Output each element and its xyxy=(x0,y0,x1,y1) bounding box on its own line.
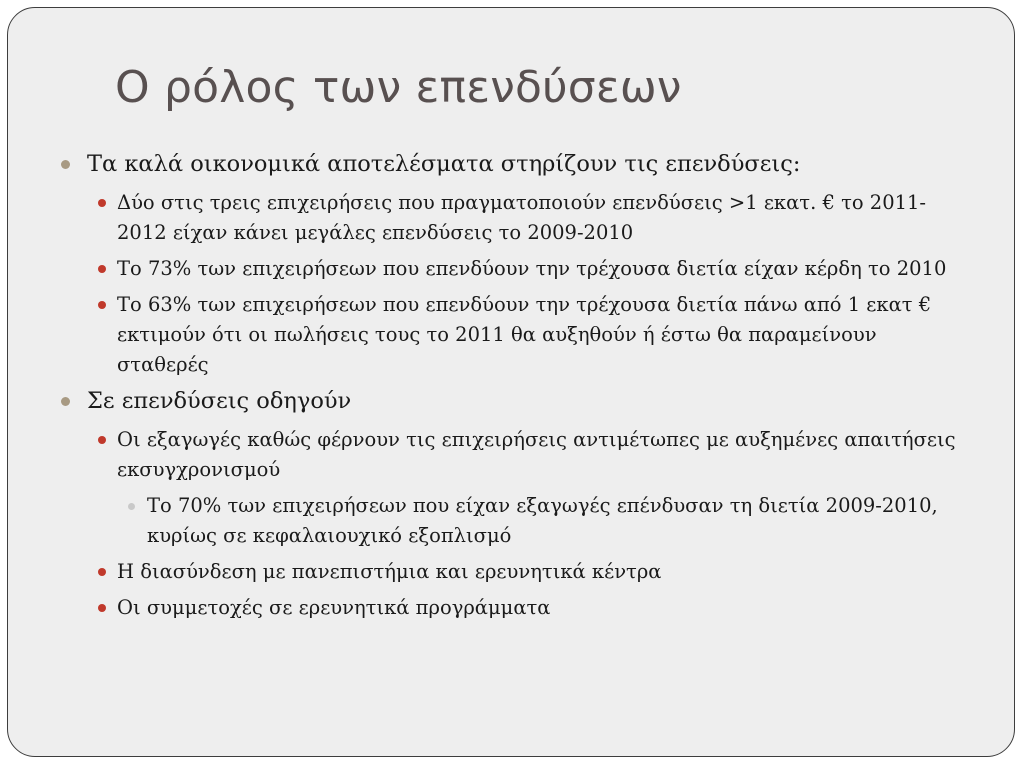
bullet-text: Τα καλά οικονομικά αποτελέσματα στηρίζουν τις επενδύσεις: xyxy=(87,151,801,177)
bullet-level2 xyxy=(117,188,957,248)
bullet-dot-icon xyxy=(98,301,106,309)
bullet-dot-icon xyxy=(128,503,135,510)
slide-body xyxy=(8,149,1015,629)
bullet-level1 xyxy=(87,149,947,179)
bullet-level2 xyxy=(117,557,957,587)
bullet-level3 xyxy=(147,491,947,551)
bullet-text: Το 70% των επιχειρήσεων που είχαν εξαγωγές επένδυσαν τη διετία 2009-2010, κυρίως σε κεφαλαιουχικό εξοπλισμό xyxy=(147,494,938,547)
bullet-text: Οι εξαγωγές καθώς φέρνουν τις επιχειρήσεις αντιμέτωπες με αυξημένες απαιτήσεις εκσυγχρονισμού xyxy=(117,428,956,481)
bullet-dot-icon xyxy=(98,604,106,612)
slide xyxy=(7,7,1015,757)
bullet-text: Δύο στις τρεις επιχειρήσεις που πραγματοποιούν επενδύσεις >1 εκατ. € το 2011-2012 είχαν κάνει μεγάλες επενδύσεις το 2009-2010 xyxy=(117,191,927,244)
bullet-text: Το 73% των επιχειρήσεων που επενδύουν την τρέχουσα διετία είχαν κέρδη το 2010 xyxy=(117,257,947,280)
bullet-dot-icon xyxy=(61,160,70,169)
bullet-level1 xyxy=(87,386,947,416)
bullet-text: Σε επενδύσεις οδηγούν xyxy=(87,388,352,414)
bullet-text: Το 63% των επιχειρήσεων που επενδύουν την τρέχουσα διετία πάνω από 1 εκατ € εκτιμούν ότι οι πωλήσεις τους το 2011 θα αυξηθούν ή έστω θα παραμείνουν σταθερές xyxy=(117,293,932,376)
bullet-level2 xyxy=(117,290,957,380)
bullet-level2 xyxy=(117,254,957,284)
bullet-level2 xyxy=(117,593,957,623)
bullet-dot-icon xyxy=(98,568,106,576)
bullet-dot-icon xyxy=(98,265,106,273)
bullet-text: Οι συμμετοχές σε ερευνητικά προγράμματα xyxy=(117,596,551,619)
bullet-text: Η διασύνδεση με πανεπιστήμια και ερευνητικά κέντρα xyxy=(117,560,662,583)
bullet-dot-icon xyxy=(98,436,106,444)
bullet-level2 xyxy=(117,425,957,485)
bullet-dot-icon xyxy=(98,199,106,207)
slide-title: Ο ρόλος των επενδύσεων xyxy=(115,62,682,113)
bullet-dot-icon xyxy=(61,397,70,406)
